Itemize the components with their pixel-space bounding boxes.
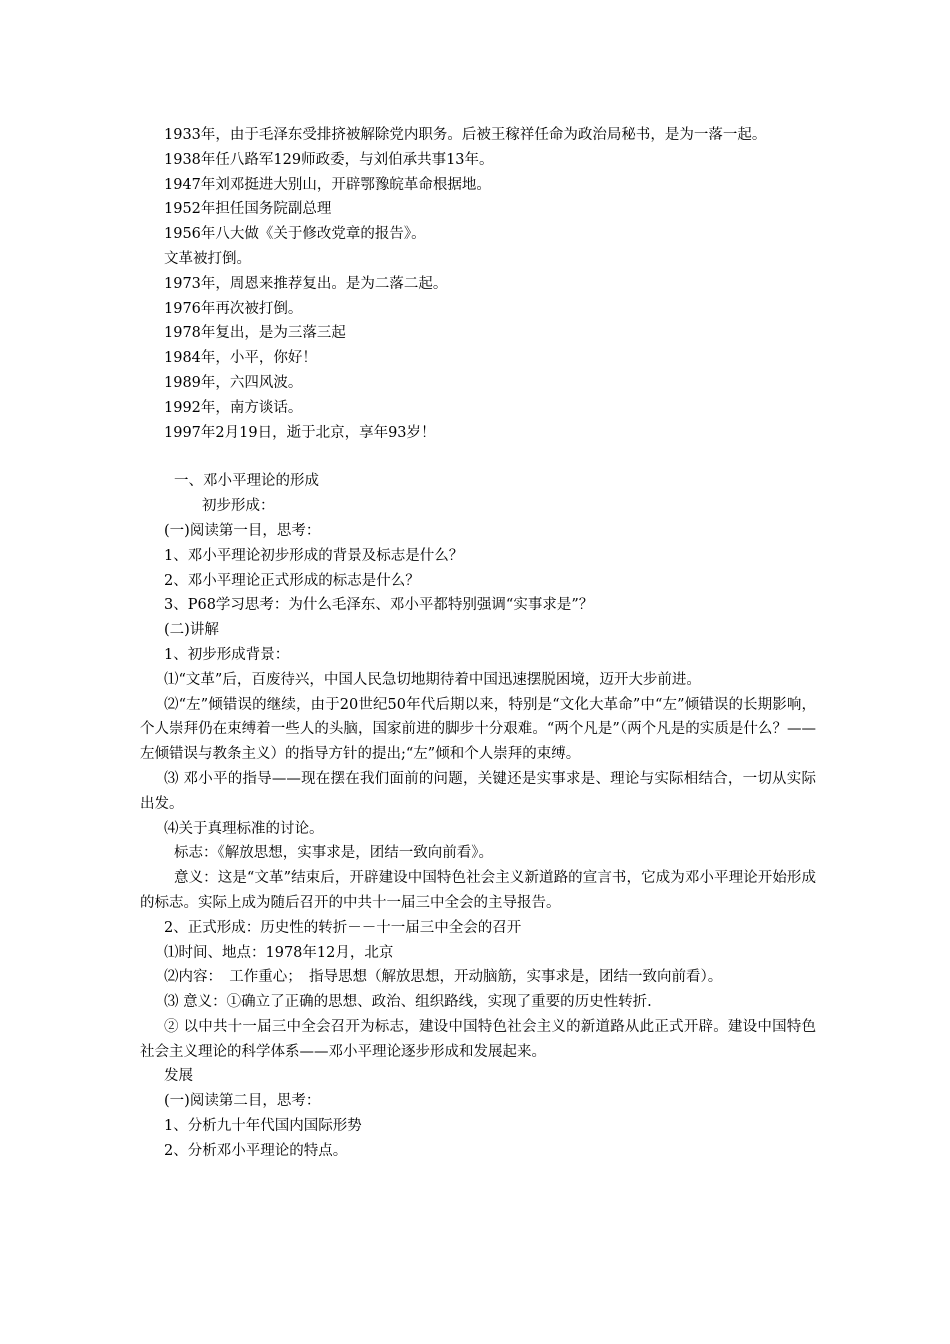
background-item: ⑴“文革”后，百废待兴，中国人民急切地期待着中国迅速摆脱困境，迈开大步前进。 (164, 671, 701, 688)
develop-heading: 发展 (164, 1068, 193, 1085)
section-subheading: 初步形成： (202, 498, 275, 515)
timeline-item: 文革被打倒。 (164, 250, 251, 267)
timeline-item: 1976年再次被打倒。 (164, 300, 303, 317)
timeline-item: 1992年，南方谈话。 (164, 399, 303, 416)
timeline-item: 1952年担任国务院副总理 (164, 201, 332, 218)
background-item: ⑵“左”倾错误的继续，由于20世纪50年代后期以来，特别是“文化大革命”中“左”倾错误的长期影响，个人崇拜仍在束缚着一些人的头脑，国家前进的脚步十分艰难。“两个凡是”（两个凡是的实质是什么？——左倾错误与教条主义）的指导方针的提出;“左”倾和个人崇拜的束缚。 (140, 696, 816, 763)
timeline-item: 1989年，六四风波。 (164, 374, 303, 391)
sign-paragraph: 标志：《解放思想，实事求是，团结一致向前看》。 (174, 845, 493, 862)
background-item: ⑷关于真理标准的讨论。 (164, 820, 324, 837)
formal-item: ⑶ 意义：①确立了正确的思想、政治、组织路线，实现了重要的历史性转折. (164, 994, 652, 1011)
background-item: ⑶ 邓小平的指导——现在摆在我们面前的问题，关键还是实事求是、理论与实际相结合，一切从实际出发。 (140, 770, 816, 812)
document-body (140, 123, 816, 1164)
timeline-item: 1947年刘邓挺进大别山，开辟鄂豫皖革命根据地。 (164, 176, 491, 193)
formal-item: ⑴时间、地点：1978年12月，北京 (164, 944, 394, 961)
timeline-item: 1984年，小平，你好！ (164, 350, 317, 367)
reading-prompt: (一)阅读第二目，思考： (164, 1093, 321, 1110)
paragraph-gap (140, 445, 816, 469)
timeline-item: 1933年，由于毛泽东受排挤被解除党内职务。后被王稼祥任命为政治局秘书，是为一落一起。 (164, 127, 767, 143)
question-item: 1、邓小平理论初步形成的背景及标志是什么？ (164, 547, 464, 564)
question-item: 2、邓小平理论正式形成的标志是什么？ (164, 572, 420, 589)
explain-heading: (二)讲解 (164, 622, 219, 639)
reading-prompt: (一)阅读第一目，思考： (164, 522, 321, 539)
question-item: 3、P68学习思考：为什么毛泽东、邓小平都特别强调“实事求是”？ (164, 597, 594, 614)
timeline-item: 1938年任八路军129师政委，与刘伯承共事13年。 (164, 151, 494, 168)
timeline-item: 1978年复出，是为三落三起 (164, 325, 346, 342)
formal-item: ② 以中共十一届三中全会召开为标志，建设中国特色社会主义的新道路从此正式开辟。建设中国特色社会主义理论的科学体系——邓小平理论逐步形成和发展起来。 (140, 1018, 816, 1060)
formal-heading: 2、正式形成：历史性的转折－－十一届三中全会的召开 (164, 919, 522, 936)
timeline-item: 1997年2月19日，逝于北京，享年93岁！ (164, 424, 436, 441)
timeline-item: 1973年，周恩来推荐复出。是为二落二起。 (164, 275, 448, 292)
formal-item: ⑵内容： 工作重心； 指导思想（解放思想，开动脑筋，实事求是，团结一致向前看）。 (164, 969, 723, 986)
timeline-item: 1956年八大做《关于修改党章的报告》。 (164, 226, 426, 243)
section-heading: 一、邓小平理论的形成 (174, 473, 319, 490)
background-heading: 1、初步形成背景： (164, 646, 290, 663)
question-item: 1、分析九十年代国内国际形势 (164, 1118, 362, 1135)
question-item: 2、分析邓小平理论的特点。 (164, 1142, 348, 1159)
meaning-paragraph: 意义：这是“文革”结束后，开辟建设中国特色社会主义新道路的宣言书，它成为邓小平理论开始形成的标志。实际上成为随后召开的中共十一届三中全会的主导报告。 (140, 870, 816, 911)
